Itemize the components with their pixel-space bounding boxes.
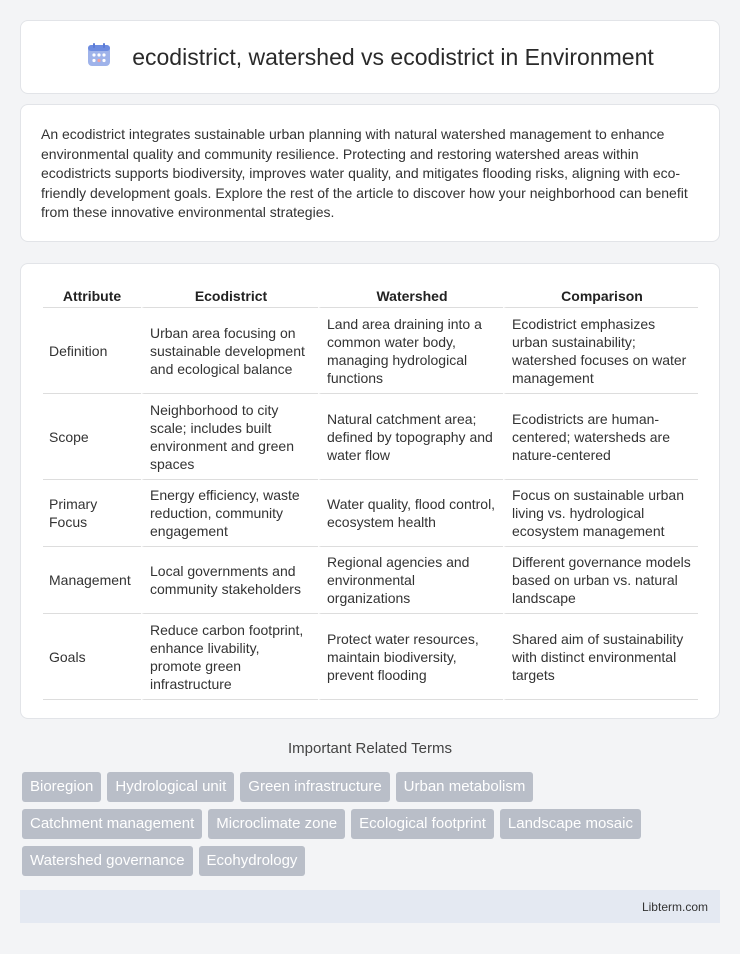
term-tag[interactable]: Catchment management (22, 809, 202, 839)
table-cell: Natural catchment area; defined by topography and water flow (318, 394, 503, 480)
table-cell: Regional agencies and environmental organizations (318, 547, 503, 614)
table-cell: Focus on sustainable urban living vs. hydrological ecosystem management (503, 480, 698, 547)
term-tag[interactable]: Microclimate zone (208, 809, 345, 839)
column-header: Ecodistrict (141, 284, 318, 308)
calendar-grid-icon (86, 42, 112, 73)
table-cell: Water quality, flood control, ecosystem health (318, 480, 503, 547)
table-cell: Management (43, 547, 141, 614)
table-cell: Ecodistrict emphasizes urban sustainability; watershed focuses on water management (503, 308, 698, 394)
related-terms-heading: Important Related Terms (288, 740, 452, 757)
table-cell: Goals (43, 614, 141, 700)
table-cell: Local governments and community stakeholders (141, 547, 318, 614)
related-terms (22, 772, 722, 883)
table-cell: Ecodistricts are human-centered; watersheds are nature-centered (503, 394, 698, 480)
term-row (22, 809, 722, 839)
table-cell: Reduce carbon footprint, enhance livability, promote green infrastructure (141, 614, 318, 700)
table-cell: Primary Focus (43, 480, 141, 547)
table-cell: Shared aim of sustainability with distinct environmental targets (503, 614, 698, 700)
table-cell: Urban area focusing on sustainable development and ecological balance (141, 308, 318, 394)
column-header: Comparison (503, 284, 698, 308)
table-cell: Neighborhood to city scale; includes built environment and green spaces (141, 394, 318, 480)
term-row (22, 772, 722, 802)
column-header: Watershed (318, 284, 503, 308)
table-cell: Energy efficiency, waste reduction, community engagement (141, 480, 318, 547)
term-tag[interactable]: Ecohydrology (199, 846, 306, 876)
term-tag[interactable]: Hydrological unit (107, 772, 234, 802)
term-tag[interactable]: Watershed governance (22, 846, 193, 876)
term-tag[interactable]: Landscape mosaic (500, 809, 641, 839)
term-row (22, 846, 722, 876)
table-row (43, 480, 698, 547)
table-cell: Different governance models based on urban vs. natural landscape (503, 547, 698, 614)
intro-paragraph: An ecodistrict integrates sustainable urban planning with natural watershed management to enhance environmental quality and community resilience. Protecting and restoring watershed areas within ecodistricts supports biodiversity, improves water quality, and mitigates flooding risks, aligning with eco-friendly development goals. Explore the rest of the article to discover how your neighborhood can benefit from these innovative environmental strategies. (41, 126, 688, 220)
footer (20, 890, 720, 923)
term-tag[interactable]: Green infrastructure (240, 772, 389, 802)
header-card (20, 20, 720, 94)
term-tag[interactable]: Bioregion (22, 772, 101, 802)
table-row (43, 394, 698, 480)
table-row (43, 614, 698, 700)
table-cell: Definition (43, 308, 141, 394)
table-cell: Protect water resources, maintain biodiversity, prevent flooding (318, 614, 503, 700)
intro-card (20, 104, 720, 242)
term-tag[interactable]: Urban metabolism (396, 772, 534, 802)
page-title: ecodistrict, watershed vs ecodistrict in Environment (132, 43, 654, 70)
term-tag[interactable]: Ecological footprint (351, 809, 494, 839)
comparison-table-card (20, 263, 720, 719)
table-header-row (43, 284, 698, 308)
comparison-table (43, 284, 698, 700)
table-row (43, 547, 698, 614)
footer-site-link[interactable]: Libterm.com (641, 899, 708, 914)
table-row (43, 308, 698, 394)
column-header: Attribute (43, 284, 141, 308)
table-cell: Scope (43, 394, 141, 480)
table-cell: Land area draining into a common water body, managing hydrological functions (318, 308, 503, 394)
